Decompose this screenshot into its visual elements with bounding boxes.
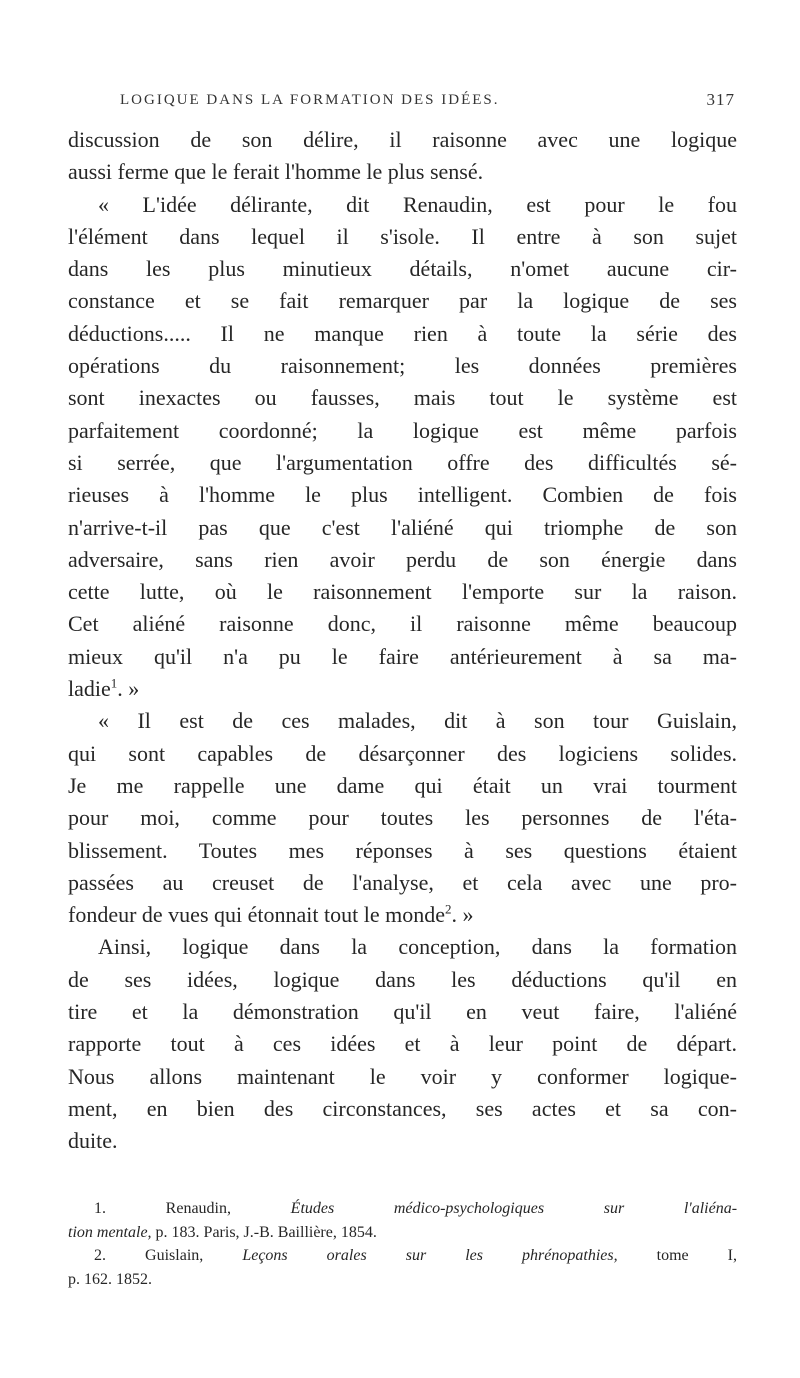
text-line: aussi ferme que le ferait l'homme le plus sensé. [68,159,484,185]
text-fragment: . » [117,676,140,702]
page-number: 317 [706,90,735,109]
text-line: ment, en bien des circonstances, ses actes et sa con- [68,1095,737,1121]
text-fragment: fondeur de vues qui étonnait tout le monde [68,902,445,928]
text-line: Ainsi, logique dans la conception, dans la formation [98,934,737,960]
text-line: « Il est de ces malades, dit à son tour Guislain, [98,708,737,734]
paragraph-3-guislain-quote [68,705,737,931]
footnote-ref-1[interactable]: 1 [110,675,118,691]
text-line: Cet aliéné raisonne donc, il raisonne même beaucoup [68,611,737,637]
footnote-line [68,1244,737,1268]
text-line: passées au creuset de l'analyse, et cela avec une pro- [68,869,737,895]
footnote-author: Renaudin, [165,1200,231,1217]
text-line: Nous allons maintenant le voir y conformer logique- [68,1063,737,1089]
footnote-marker: 2. [94,1247,106,1264]
paragraph-4 [68,931,737,1157]
text-line [68,673,737,705]
text-line: de ses idées, logique dans les déductions qu'il en [68,966,737,992]
text-line: duite. [68,1128,118,1154]
footnote-author: Guislain, [145,1247,204,1264]
text-line: parfaitement coordonné; la logique est même parfois [68,417,737,443]
footnote-line: p. 162. 1852. [68,1270,152,1288]
footnote-line [68,1221,737,1245]
text-line: discussion de son délire, il raisonne avec une logique [68,127,737,152]
paragraph-1 [68,124,737,189]
text-line: opérations du raisonnement; les données premières [68,353,737,379]
text-fragment: . » [451,902,474,928]
text-line: si serrée, que l'argumentation offre des difficultés sé- [68,449,737,475]
text-line: constance et se fait remarquer par la logique de ses [68,288,737,314]
text-line: adversaire, sans rien avoir perdu de son énergie dans [68,546,737,572]
footnote-2 [68,1244,737,1291]
footnote-ref-2[interactable]: 2 [444,901,452,917]
footnote-title: Études médico-psychologiques sur l'aliéna- [290,1200,738,1217]
footnotes [68,1197,737,1291]
footnote-line [68,1197,737,1221]
text-line: « L'idée délirante, dit Renaudin, est pour le fou [98,191,737,217]
text-line: dans les plus minutieux détails, n'omet aucune cir- [68,256,737,282]
footnote-title: tion mentale, [68,1223,152,1241]
footnote-details: p. 183. Paris, J.-B. Baillière, 1854. [155,1223,377,1241]
footnote-1 [68,1197,737,1244]
text-line: sont inexactes ou fausses, mais tout le système est [68,385,737,411]
running-head-title: LOGIQUE DANS LA FORMATION DES IDÉES. [120,92,500,108]
text-line [68,899,737,931]
text-line: déductions..... Il ne manque rien à toute la série des [68,320,737,346]
text-line: qui sont capables de désarçonner des logiciens solides. [68,740,737,766]
text-line: blissement. Toutes mes réponses à ses questions étaient [68,837,737,863]
body-text [68,124,737,1158]
footnote-marker: 1. [94,1200,106,1217]
text-line: Je me rappelle une dame qui était un vrai tourment [68,772,737,798]
footnote-details: tome I, [656,1247,738,1264]
paragraph-2-renaudin-quote [68,189,737,706]
text-line: rieuses à l'homme le plus intelligent. Combien de fois [68,482,737,508]
text-line: n'arrive-t-il pas que c'est l'aliéné qui triomphe de son [68,514,737,540]
text-line: l'élément dans lequel il s'isole. Il entre à son sujet [68,223,737,249]
text-line: tire et la démonstration qu'il en veut faire, l'aliéné [68,999,737,1025]
text-line: rapporte tout à ces idées et à leur point de départ. [68,1031,737,1057]
text-fragment: ladie [68,676,111,702]
text-line: cette lutte, où le raisonnement l'emporte sur la raison. [68,579,737,605]
text-line: pour moi, comme pour toutes les personnes de l'éta- [68,805,737,831]
footnote-title: Leçons orales sur les phrénopathies, [242,1247,618,1264]
text-line: mieux qu'il n'a pu le faire antérieurement à sa ma- [68,643,737,669]
